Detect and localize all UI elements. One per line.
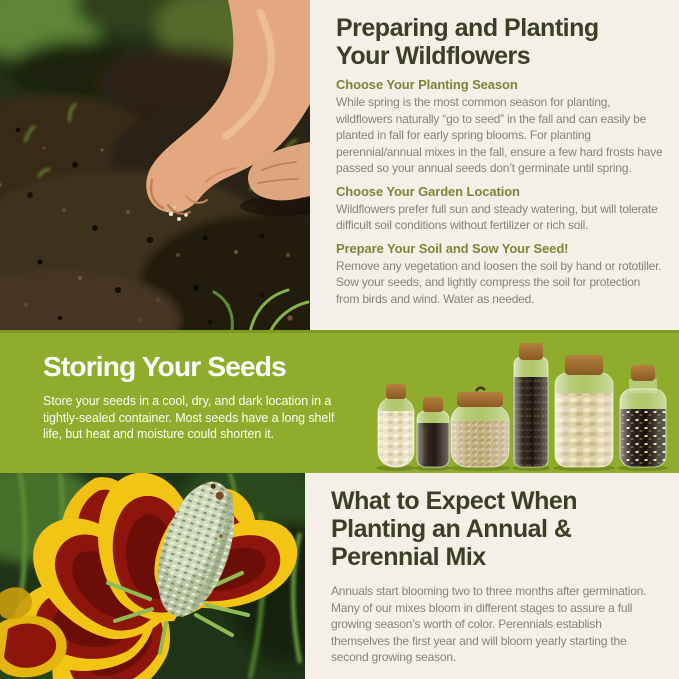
expect-section <box>0 473 679 679</box>
planting-copy <box>310 0 679 330</box>
planting-item-soil <box>336 241 663 308</box>
planting-item-text: While spring is the most common season for planting, wildflowers naturally “go to seed” in the fall and can easily be planted in fall for early spring blooms. For planting perennial/annual mixes in the fall, ensure a few hard frosts have passed so your annual seeds don’t germinate until spring. <box>336 95 663 175</box>
storing-copy <box>0 333 360 473</box>
jar-tan-seeds <box>451 388 509 467</box>
hand-sowing-photo <box>0 0 310 330</box>
seed-jars-illustration <box>373 337 673 471</box>
storing-section <box>0 330 679 473</box>
planting-section <box>0 0 679 330</box>
seed-jars-photo <box>360 333 679 473</box>
wildflower-photo <box>0 473 305 679</box>
jar-mixed-seeds <box>620 365 666 467</box>
jar-dark-seeds <box>417 397 449 467</box>
planting-item-title: Prepare Your Soil and Sow Your Seed! <box>336 240 569 256</box>
planting-item-season <box>336 77 663 177</box>
jar-flat-seeds <box>555 355 613 467</box>
planting-item-location <box>336 184 663 234</box>
expect-heading: What to Expect When Planting an Annual & Perennial Mix <box>331 487 578 571</box>
planting-item-title: Choose Your Planting Season <box>336 77 518 92</box>
hand-sowing-illustration <box>0 0 310 330</box>
planting-heading: Preparing and Planting Your Wildflowers <box>336 14 599 70</box>
planting-item-text: Wildflowers prefer full sun and steady watering, but will tolerate difficult soil conditions without fertilizer or rich soil. <box>336 201 658 232</box>
storing-heading: Storing Your Seeds <box>43 351 286 382</box>
jar-beans <box>378 384 414 467</box>
planting-item-title: Choose Your Garden Location <box>336 183 520 199</box>
storing-text: Store your seeds in a cool, dry, and dark location in a tightly-sealed container. Most seeds have a long shelf life, but heat and moisture could shorten it. <box>43 394 335 441</box>
planting-item-text: Remove any vegetation and loosen the soil by hand or rototiller. Sow your seeds, and lightly compress the soil for protection from birds and wind. Water as needed. <box>336 258 662 306</box>
wildflower-illustration <box>0 473 305 679</box>
expect-copy <box>305 473 679 679</box>
jar-tall-seeds <box>514 343 548 467</box>
expect-text: Annuals start blooming two to three months after germination. Many of our mixes bloom in different stages to assure a full growing season’s worth of color. Perennials establish themselves the first year and will bloom yearly starting the second growing season. <box>331 584 647 664</box>
